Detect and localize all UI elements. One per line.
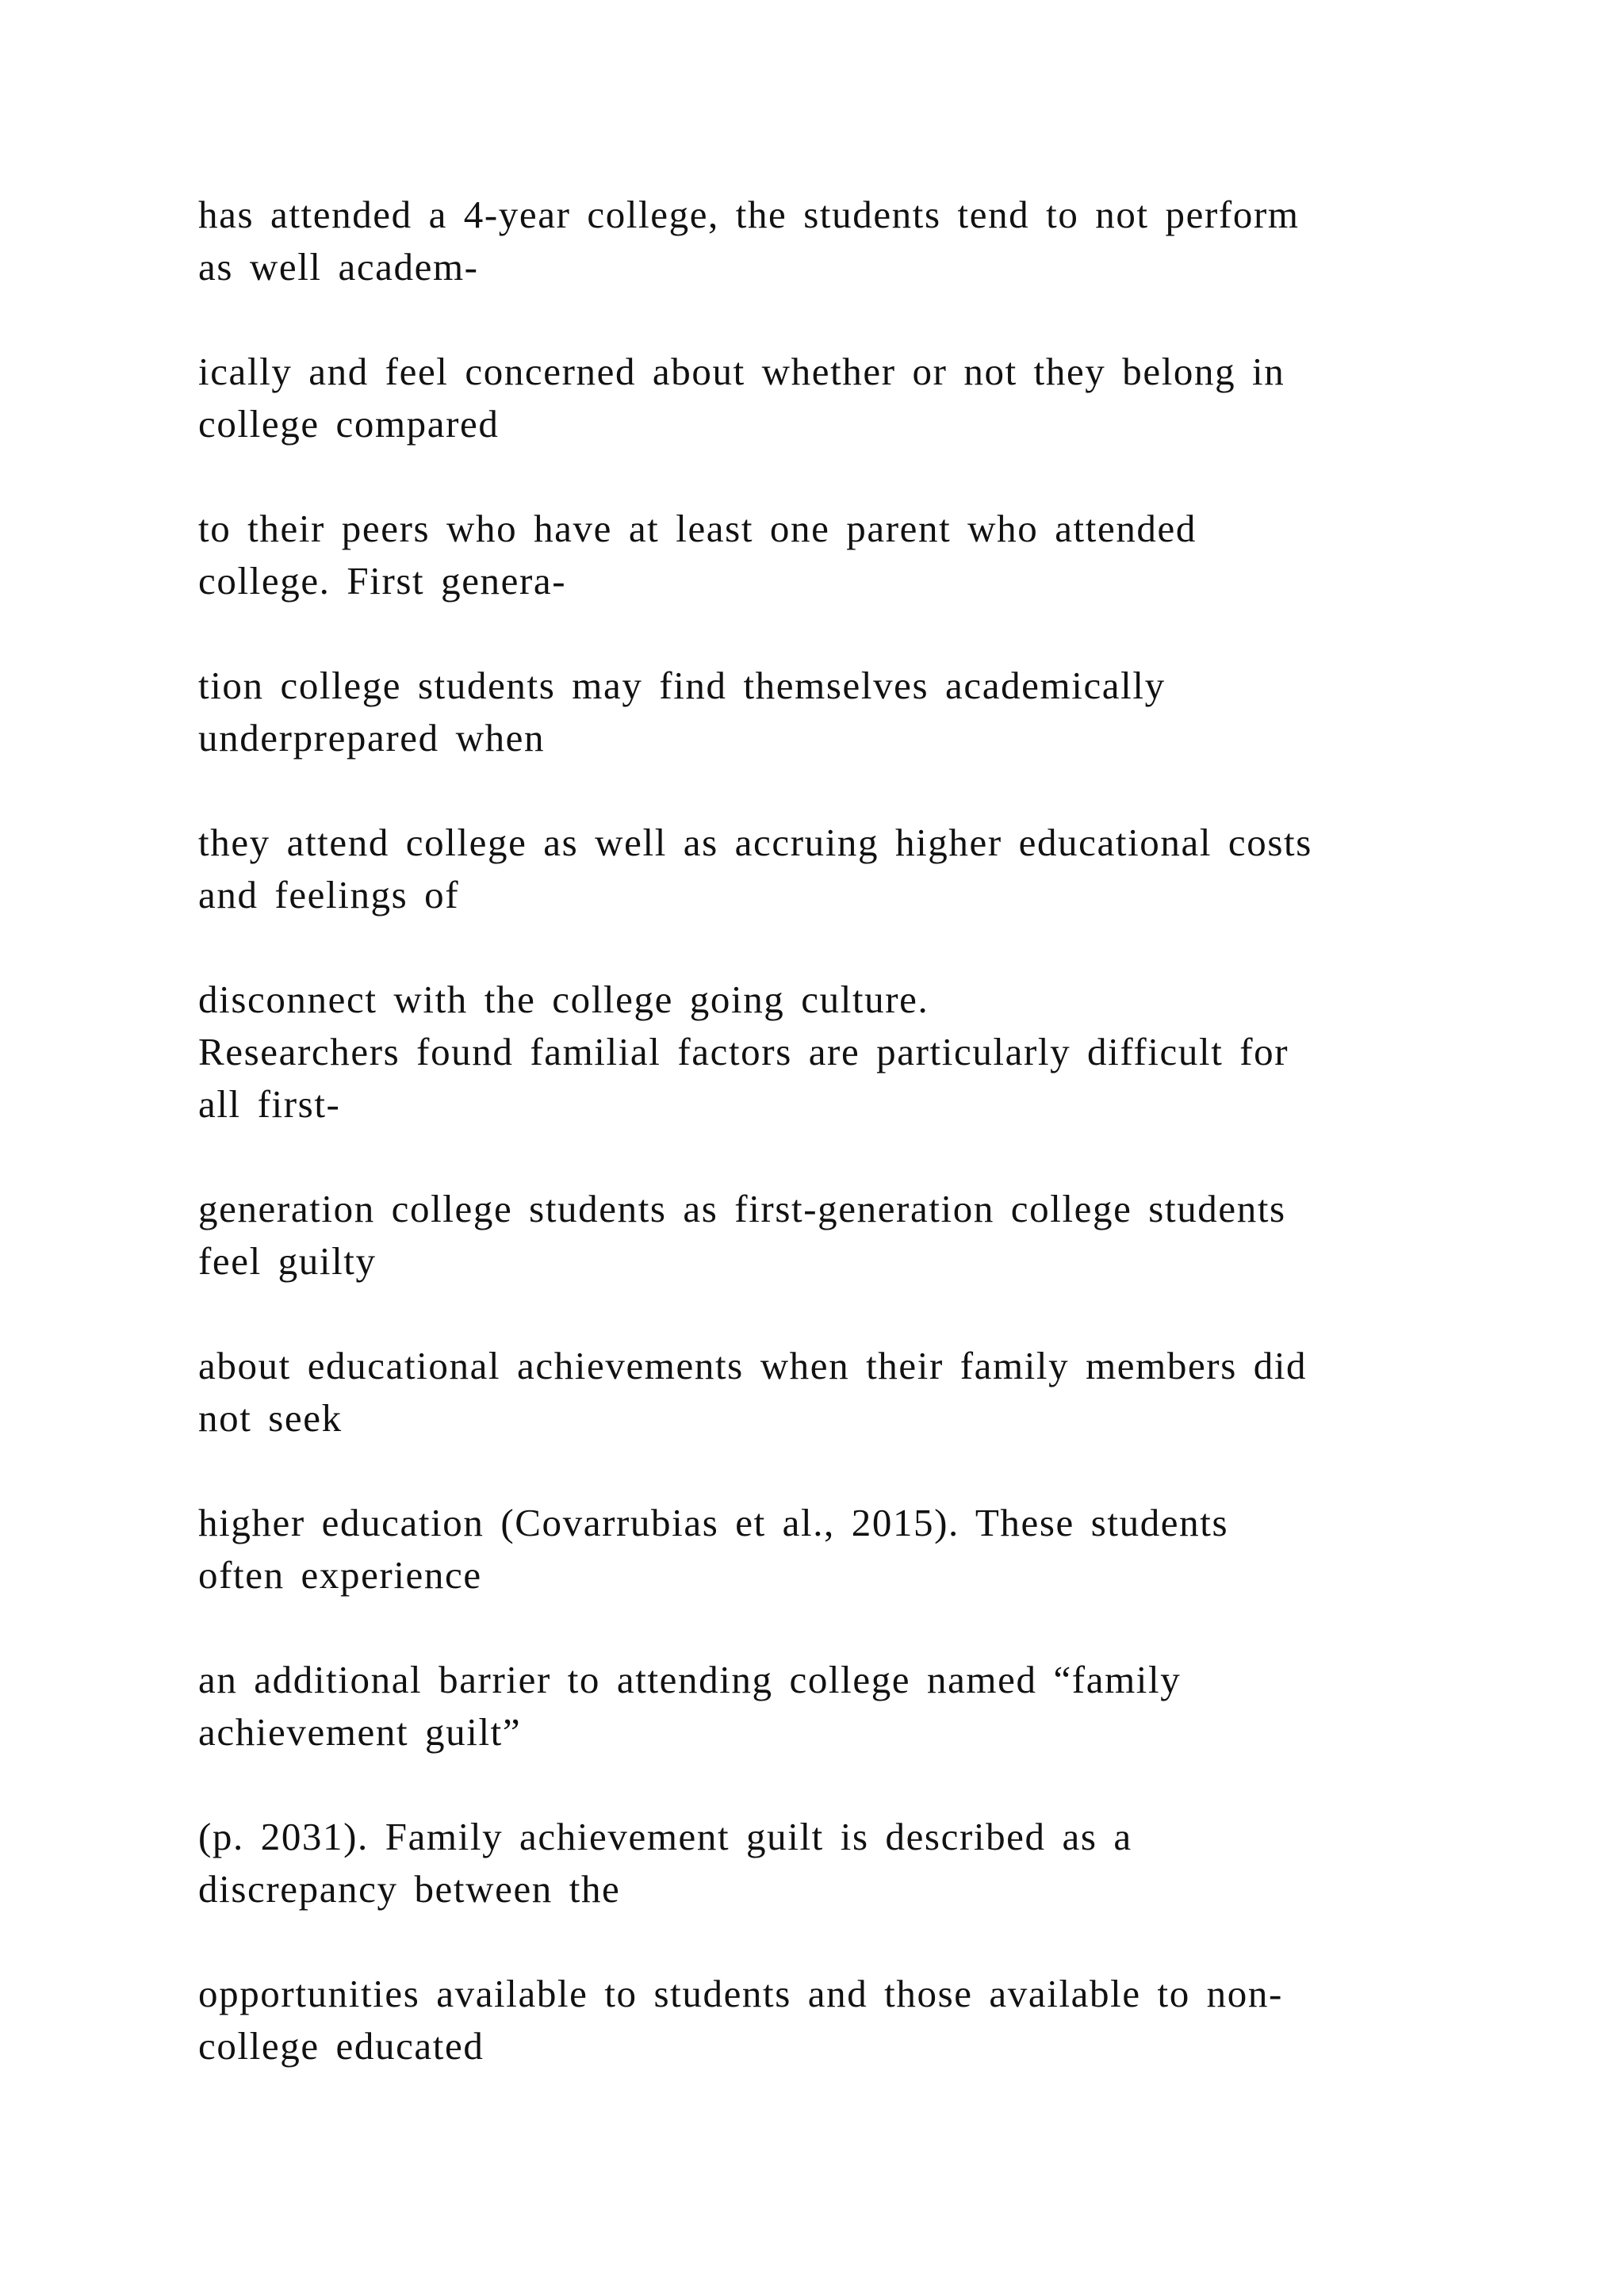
text-line: ically and feel concerned about whether or not they belong in (198, 350, 1285, 393)
text-line: has attended a 4-year college, the students tend to not perform (198, 193, 1300, 236)
text-line: an additional barrier to attending college named “family (198, 1658, 1182, 1701)
paragraph (198, 817, 1435, 921)
text-line: all first- (198, 1082, 341, 1126)
paragraph (198, 189, 1435, 293)
text-line: tion college students may find themselves academically (198, 664, 1166, 707)
paragraph (198, 1654, 1435, 1758)
paragraph (198, 1811, 1435, 1915)
text-line: not seek (198, 1396, 343, 1440)
paragraph (198, 503, 1435, 607)
text-line: disconnect with the college going culture. (198, 978, 929, 1021)
paragraph (198, 1968, 1435, 2072)
paragraph (198, 1183, 1435, 1288)
text-line: college compared (198, 402, 500, 446)
text-line: discrepancy between the (198, 1867, 621, 1911)
text-line: often experience (198, 1553, 482, 1597)
body-text (198, 189, 1435, 2072)
text-line: opportunities available to students and those available to non- (198, 1972, 1283, 2015)
text-line: college educated (198, 2024, 485, 2068)
text-line: Researchers found familial factors are particularly difficult for (198, 1030, 1289, 1073)
text-line: to their peers who have at least one parent who attended (198, 507, 1197, 550)
paragraph (198, 346, 1435, 450)
text-line: college. First genera- (198, 559, 567, 603)
text-line: and feelings of (198, 873, 460, 916)
text-line: (p. 2031). Family achievement guilt is described as a (198, 1815, 1132, 1858)
text-line: generation college students as first-generation college students (198, 1187, 1286, 1230)
text-line: as well academ- (198, 245, 479, 289)
text-line: about educational achievements when their family members did (198, 1344, 1308, 1387)
text-line: underprepared when (198, 716, 546, 760)
paragraph (198, 974, 1435, 1131)
paragraph (198, 1497, 1435, 1601)
paragraph (198, 660, 1435, 764)
text-line: achievement guilt” (198, 1710, 522, 1754)
text-line: feel guilty (198, 1239, 377, 1283)
text-line: higher education (Covarrubias et al., 2015). These students (198, 1501, 1229, 1544)
paragraph (198, 1340, 1435, 1445)
text-line: they attend college as well as accruing higher educational costs (198, 821, 1312, 864)
